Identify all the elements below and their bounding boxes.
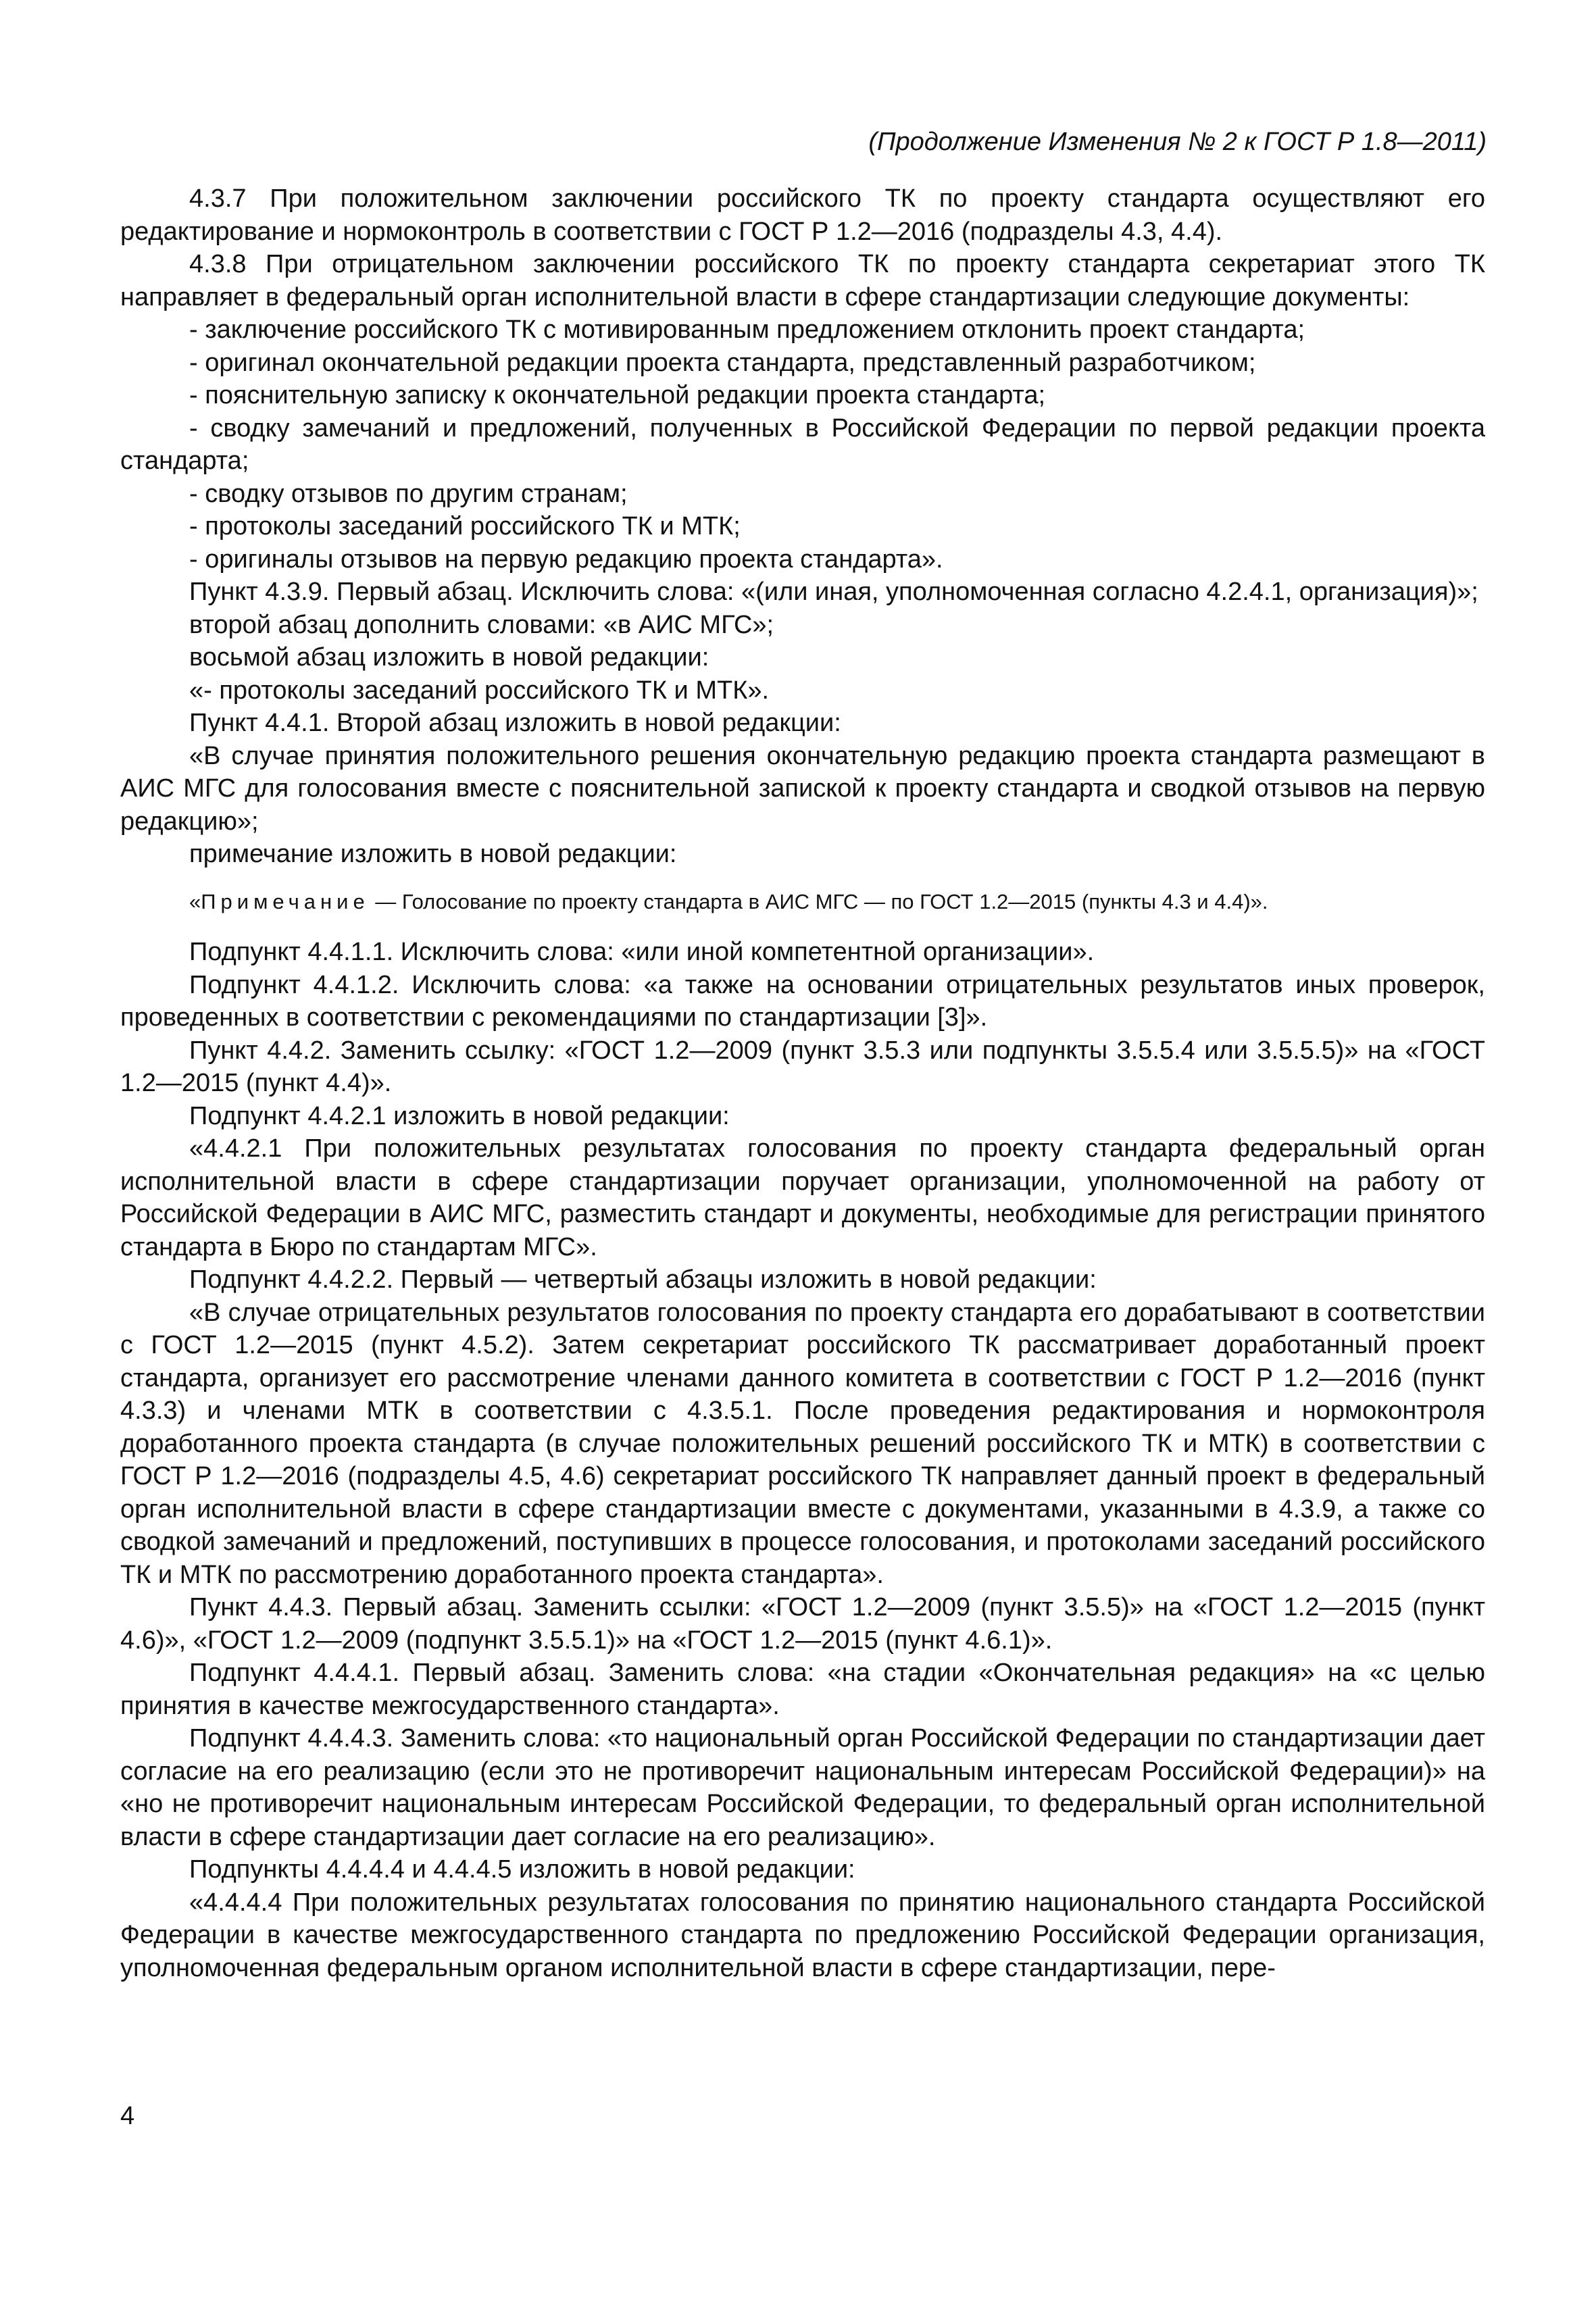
paragraph: - заключение российского ТК с мотивированным предложением отклонить проект стандарта;: [189, 316, 1305, 344]
note: [120, 886, 1485, 919]
note-open-quote: «: [189, 889, 201, 913]
paragraph: «В случае принятия положительного решения окончательную редакцию проекта стандарта размещают в АИС МГС для голосования вместе с пояснительной запиской к проекту стандарта и сводкой отзывов на первую редакцию»;: [120, 741, 1485, 836]
paragraph: - сводку замечаний и предложений, полученных в Российской Федерации по первой редакции проекта стандарта;: [120, 413, 1485, 475]
paragraph: Пункт 4.4.3. Первый абзац. Заменить ссылки: «ГОСТ 1.2—2009 (пункт 3.5.5)» на «ГОСТ 1.2—2015 (пункт 4.6)», «ГОСТ 1.2—2009 (подпункт 3.5.5.1)» на «ГОСТ 1.2—2015 (пункт 4.6.1)».: [120, 1593, 1485, 1655]
paragraph: второй абзац дополнить словами: «в АИС МГС»;: [189, 610, 774, 639]
paragraph: Подпункт 4.4.1.2. Исключить слова: «а также на основании отрицательных результатов иных проверок, проведенных в соответствии с рекомендациями по стандартизации [3]».: [120, 970, 1485, 1032]
paragraph: восьмой абзац изложить в новой редакции:: [189, 643, 709, 672]
page-number: 4: [120, 2102, 135, 2130]
document-body: [120, 182, 1485, 1984]
paragraph: Пункт 4.4.2. Заменить ссылку: «ГОСТ 1.2—2009 (пункт 3.5.3 или подпункты 3.5.5.4 или 3.5.5.5)» на «ГОСТ 1.2—2015 (пункт 4.4)».: [120, 1036, 1485, 1097]
running-head: (Продолжение Изменения № 2 к ГОСТ Р 1.8—2011): [868, 128, 1487, 156]
paragraph: «- протоколы заседаний российского ТК и МТК».: [189, 676, 770, 705]
paragraph: примечание изложить в новой редакции:: [189, 840, 677, 868]
paragraph: - пояснительную записку к окончательной редакции проекта стандарта;: [189, 381, 1046, 409]
paragraph: Подпункт 4.4.4.3. Заменить слова: «то национальный орган Российской Федерации по стандартизации дает согласие на его реализацию (если это не противоречит национальным интересам Российской Федерации)» на «но не противоречит национальным интересам Российской Федерации, то федеральный орган исполнительной власти в сфере стандартизации дает согласие на его реализацию».: [120, 1724, 1485, 1851]
paragraph: «В случае отрицательных результатов голосования по проекту стандарта его дорабатывают в соответствии с ГОСТ 1.2—2015 (пункт 4.5.2). Затем секретариат российского ТК рассматривает доработанный проект стандарта, организует его рассмотрение членами данного комитета в соответствии с ГОСТ Р 1.2—2016 (пункт 4.3.3) и членами МТК в соответствии с 4.3.5.1. После проведения редактирования и нормоконтроля доработанного проекта стандарта (в случае положительных решений российского ТК и МТК) в соответствии с ГОСТ Р 1.2—2016 (подразделы 4.5, 4.6) секретариат российского ТК направляет данный проект в федеральный орган исполнительной власти в сфере стандартизации вместе с документами, указанными в 4.3.9, а также со сводкой замечаний и предложений, поступивших в процессе голосования, и протоколами заседаний российского ТК и МТК по рассмотрению доработанного проекта стандарта».: [120, 1298, 1485, 1589]
paragraph: 4.3.7 При положительном заключении российского ТК по проекту стандарта осуществляют его редактирование и нормоконтроль в соответствии с ГОСТ Р 1.2—2016 (подразделы 4.3, 4.4).: [120, 184, 1485, 246]
paragraph: - оригиналы отзывов на первую редакцию проекта стандарта».: [189, 545, 943, 574]
note-text: — Голосование по проекту стандарта в АИС МГС — по ГОСТ 1.2—2015 (пункты 4.3 и 4.4)».: [369, 889, 1268, 913]
paragraph: Подпункт 4.4.4.1. Первый абзац. Заменить слова: «на стадии «Окончательная редакция» на «с целью принятия в качестве межгосударственного стандарта».: [120, 1659, 1485, 1720]
paragraph: Подпункт 4.4.2.1 изложить в новой редакции:: [189, 1101, 730, 1130]
paragraph: Пункт 4.3.9. Первый абзац. Исключить слова: «(или иная, уполномоченная согласно 4.2.4.1, организация)»;: [189, 578, 1478, 606]
paragraph: Пункт 4.4.1. Второй абзац изложить в новой редакции:: [189, 709, 841, 737]
paragraph: Подпункты 4.4.4.4 и 4.4.4.5 изложить в новой редакции:: [189, 1855, 855, 1884]
paragraph: 4.3.8 При отрицательном заключении российского ТК по проекту стандарта секретариат этого ТК направляет в федеральный орган исполнительной власти в сфере стандартизации следующие документы:: [120, 250, 1485, 311]
paragraph: Подпункт 4.4.2.2. Первый — четвертый абзацы изложить в новой редакции:: [189, 1265, 1097, 1294]
paragraph: «4.4.2.1 При положительных результатах голосования по проекту стандарта федеральный орган исполнительной власти в сфере стандартизации поручает организации, уполномоченной на работу от Российской Федерации в АИС МГС, разместить стандарт и документы, необходимые для регистрации принятого стандарта в Бюро по стандартам МГС».: [120, 1134, 1485, 1261]
note-label: Примечание: [201, 889, 370, 913]
paragraph: - сводку отзывов по другим странам;: [189, 479, 628, 508]
paragraph: - протоколы заседаний российского ТК и МТК;: [189, 512, 741, 540]
paragraph: Подпункт 4.4.1.1. Исключить слова: «или иной компетентной организации».: [189, 938, 1095, 966]
paragraph: - оригинал окончательной редакции проекта стандарта, представленный разработчиком;: [189, 348, 1256, 377]
paragraph: «4.4.4.4 При положительных результатах голосования по принятию национального стандарта Российской Федерации в качестве межгосударственного стандарта по предложению Российской Федерации организация, уполномоченная федеральным органом исполнительной власти в сфере стандартизации, пере-: [120, 1888, 1485, 1982]
